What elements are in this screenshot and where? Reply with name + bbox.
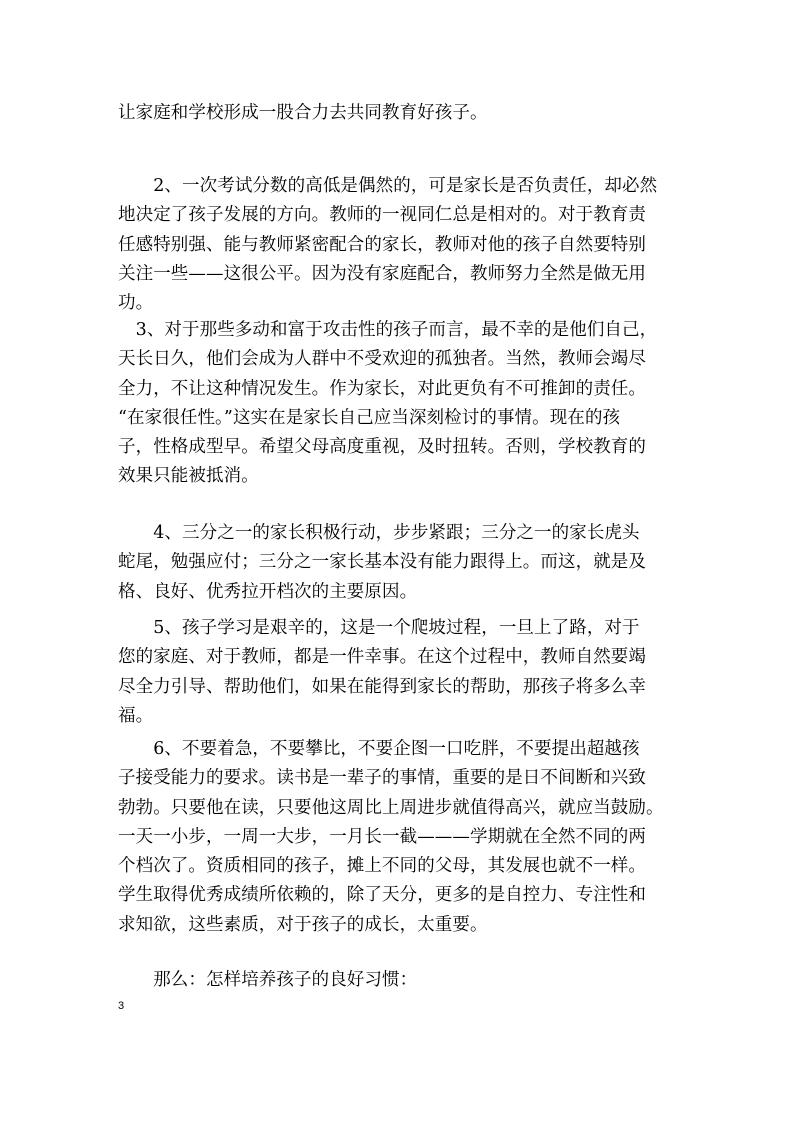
text-line: 一天一小步，一周一大步，一月长一截———学期就在全然不同的两 <box>118 826 646 847</box>
text-line: 全力，不让这种情况发生。作为家长，对此更负有不可推卸的责任。 <box>118 378 646 399</box>
text-line: 让家庭和学校形成一股合力去共同教育好孩子。 <box>118 103 488 123</box>
paragraph-intro <box>118 99 688 128</box>
text-line: 蛇尾，勉强应付；三分之一家长基本没有能力跟得上。而这，就是及 <box>118 552 646 573</box>
text-line: 您的家庭、对于教师，都是一件幸事。在这个过程中，教师自然要竭 <box>118 647 646 668</box>
text-line: 学生取得优秀成绩所依赖的，除了天分，更多的是自控力、专注性和 <box>118 885 646 906</box>
text-line: 6、不要着急，不要攀比，不要企图一口吃胖，不要提出超越孩 <box>118 739 640 759</box>
text-line: 5、孩子学习是艰辛的，这是一个爬坡过程，一旦上了路，对于 <box>118 618 640 638</box>
paragraph-item-2 <box>118 172 688 318</box>
text-line: 地决定了孩子发展的方向。教师的一视同仁总是相对的。对于教育责 <box>118 205 646 226</box>
paragraph-item-6 <box>118 735 688 940</box>
text-line: 3、对于那些多动和富于攻击性的孩子而言，最不幸的是他们自己， <box>118 320 658 340</box>
paragraph-item-3 <box>118 316 688 492</box>
paragraph-closing-question <box>118 966 688 995</box>
text-line: “在家很任性。”这实在是家长自己应当深刻检讨的事情。现在的孩 <box>118 407 621 428</box>
text-line: 福。 <box>118 705 154 726</box>
paragraph-item-4 <box>118 519 688 607</box>
text-line: 任感特别强、能与教师紧密配合的家长，教师对他的孩子自然要特别 <box>118 234 646 255</box>
text-line: 4、三分之一的家长积极行动，步步紧跟；三分之一的家长虎头 <box>118 523 640 543</box>
text-line: 格、良好、优秀拉开档次的主要原因。 <box>118 581 418 602</box>
text-line: 天长日久，他们会成为人群中不受欢迎的孤独者。当然，教师会竭尽 <box>118 349 646 370</box>
text-line: 效果只能被抵消。 <box>118 466 259 487</box>
paragraph-item-5 <box>118 614 688 731</box>
text-line: 那么：怎样培养孩子的良好习惯： <box>118 970 418 990</box>
text-line: 功。 <box>118 293 154 314</box>
page-number: 3 <box>118 1000 125 1012</box>
text-line: 个档次了。资质相同的孩子，摊上不同的父母，其发展也就不一样。 <box>118 856 646 877</box>
text-line: 尽全力引导、帮助他们，如果在能得到家长的帮助，那孩子将多么幸 <box>118 676 646 697</box>
text-line: 勃勃。只要他在读，只要他这周比上周进步就值得高兴，就应当鼓励。 <box>118 797 664 818</box>
text-line: 求知欲，这些素质，对于孩子的成长，太重要。 <box>118 914 488 935</box>
text-line: 子，性格成型早。希望父母高度重视，及时扭转。否则，学校教育的 <box>118 437 646 458</box>
text-line: 2、一次考试分数的高低是偶然的，可是家长是否负责任，却必然 <box>118 176 658 196</box>
text-line: 关注一些——这很公平。因为没有家庭配合，教师努力全然是做无用 <box>118 263 646 284</box>
text-line: 子接受能力的要求。读书是一辈子的事情，重要的是日不间断和兴致 <box>118 768 646 789</box>
